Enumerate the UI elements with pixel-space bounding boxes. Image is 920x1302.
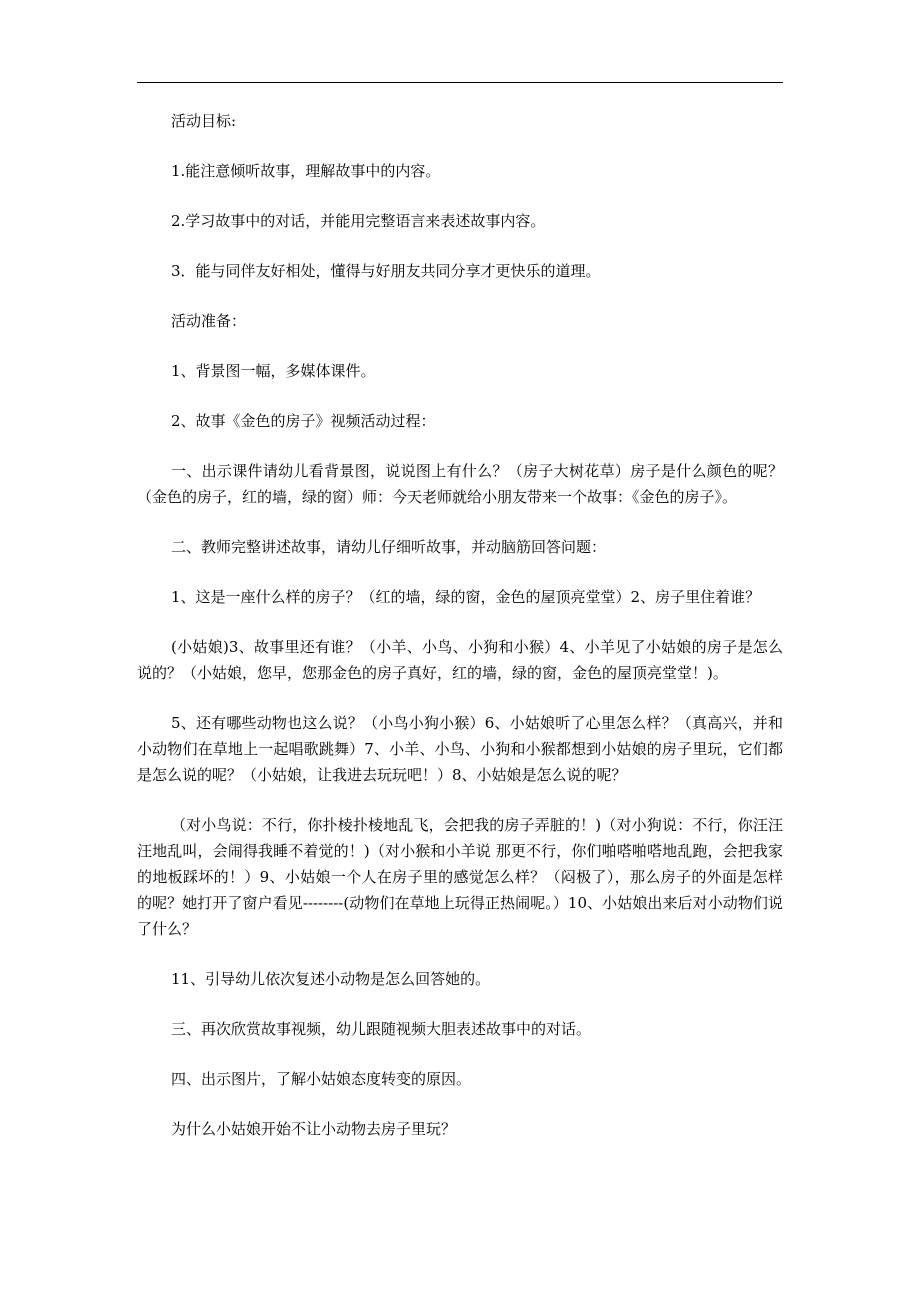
process-paragraph: 三、再次欣赏故事视频，幼儿跟随视频大胆表述故事中的对话。 [171, 1020, 592, 1038]
preparation-item: 2、故事《金色的房子》视频活动过程： [171, 412, 436, 430]
process-paragraph: （对小鸟说：不行，你扑棱扑棱地乱飞，会把我的房子弄脏的！)（对小狗说：不行，你汪汪汪地乱叫，会闹得我睡不着觉的！)（对小猴和小羊说 那更不行，你们啪嗒啪嗒地乱跑，会把我家的地板踩坏的！）9、小姑娘一个人在房子里的感觉怎么样？（闷极了），那么房子的外面是怎样的呢？她打开了窗户看见--------(动物们在草地上玩得正热闹呢。）10、小姑娘出来后对小动物们说了什么？ [137, 816, 783, 938]
preparation-item: 1、背景图一幅，多媒体课件。 [171, 362, 376, 380]
process-paragraph: 二、教师完整讲述故事，请幼儿仔细听故事，并动脑筋回答问题： [171, 538, 607, 556]
process-paragraph: 一、出示课件请幼儿看背景图，说说图上有什么？（房子大树花草）房子是什么颜色的呢？（金色的房子，红的墙，绿的窗）师：今天老师就给小朋友带来一个故事：《金色的房子》。 [137, 462, 783, 506]
process-paragraph: (小姑娘)3、故事里还有谁？（小羊、小鸟、小狗和小猴）4、小羊见了小姑娘的房子是怎么说的？（小姑娘，您早，您那金色的房子真好，红的墙，绿的窗，金色的屋顶亮堂堂！)。 [137, 638, 783, 682]
process-paragraph: 1、这是一座什么样的房子？（红的墙，绿的窗，金色的屋顶亮堂堂）2、房子里住着谁？ [171, 588, 761, 606]
goal-item: 2.学习故事中的对话，并能用完整语言来表述故事内容。 [171, 212, 546, 230]
goal-item: 3．能与同伴友好相处，懂得与好朋友共同分享才更快乐的道理。 [171, 262, 601, 280]
document-body [137, 108, 783, 1142]
process-paragraph: 四、出示图片，了解小姑娘态度转变的原因。 [171, 1070, 472, 1088]
heading-goals: 活动目标: [171, 112, 237, 130]
process-paragraph: 为什么小姑娘开始不让小动物去房子里玩？ [171, 1120, 457, 1138]
goal-item: 1.能注意倾听故事，理解故事中的内容。 [171, 162, 441, 180]
header-rule [137, 82, 783, 83]
process-paragraph: 11、引导幼儿依次复述小动物是怎么回答她的。 [171, 970, 491, 988]
process-paragraph: 5、还有哪些动物也这么说？（小鸟小狗小猴）6、小姑娘听了心里怎么样？（真高兴，并和小动物们在草地上一起唱歌跳舞）7、小羊、小鸟、小狗和小猴都想到小姑娘的房子里玩，它们都是怎么说的呢？（小姑娘，让我进去玩玩吧！）8、小姑娘是怎么说的呢？ [137, 714, 783, 784]
heading-preparation: 活动准备： [171, 312, 247, 330]
